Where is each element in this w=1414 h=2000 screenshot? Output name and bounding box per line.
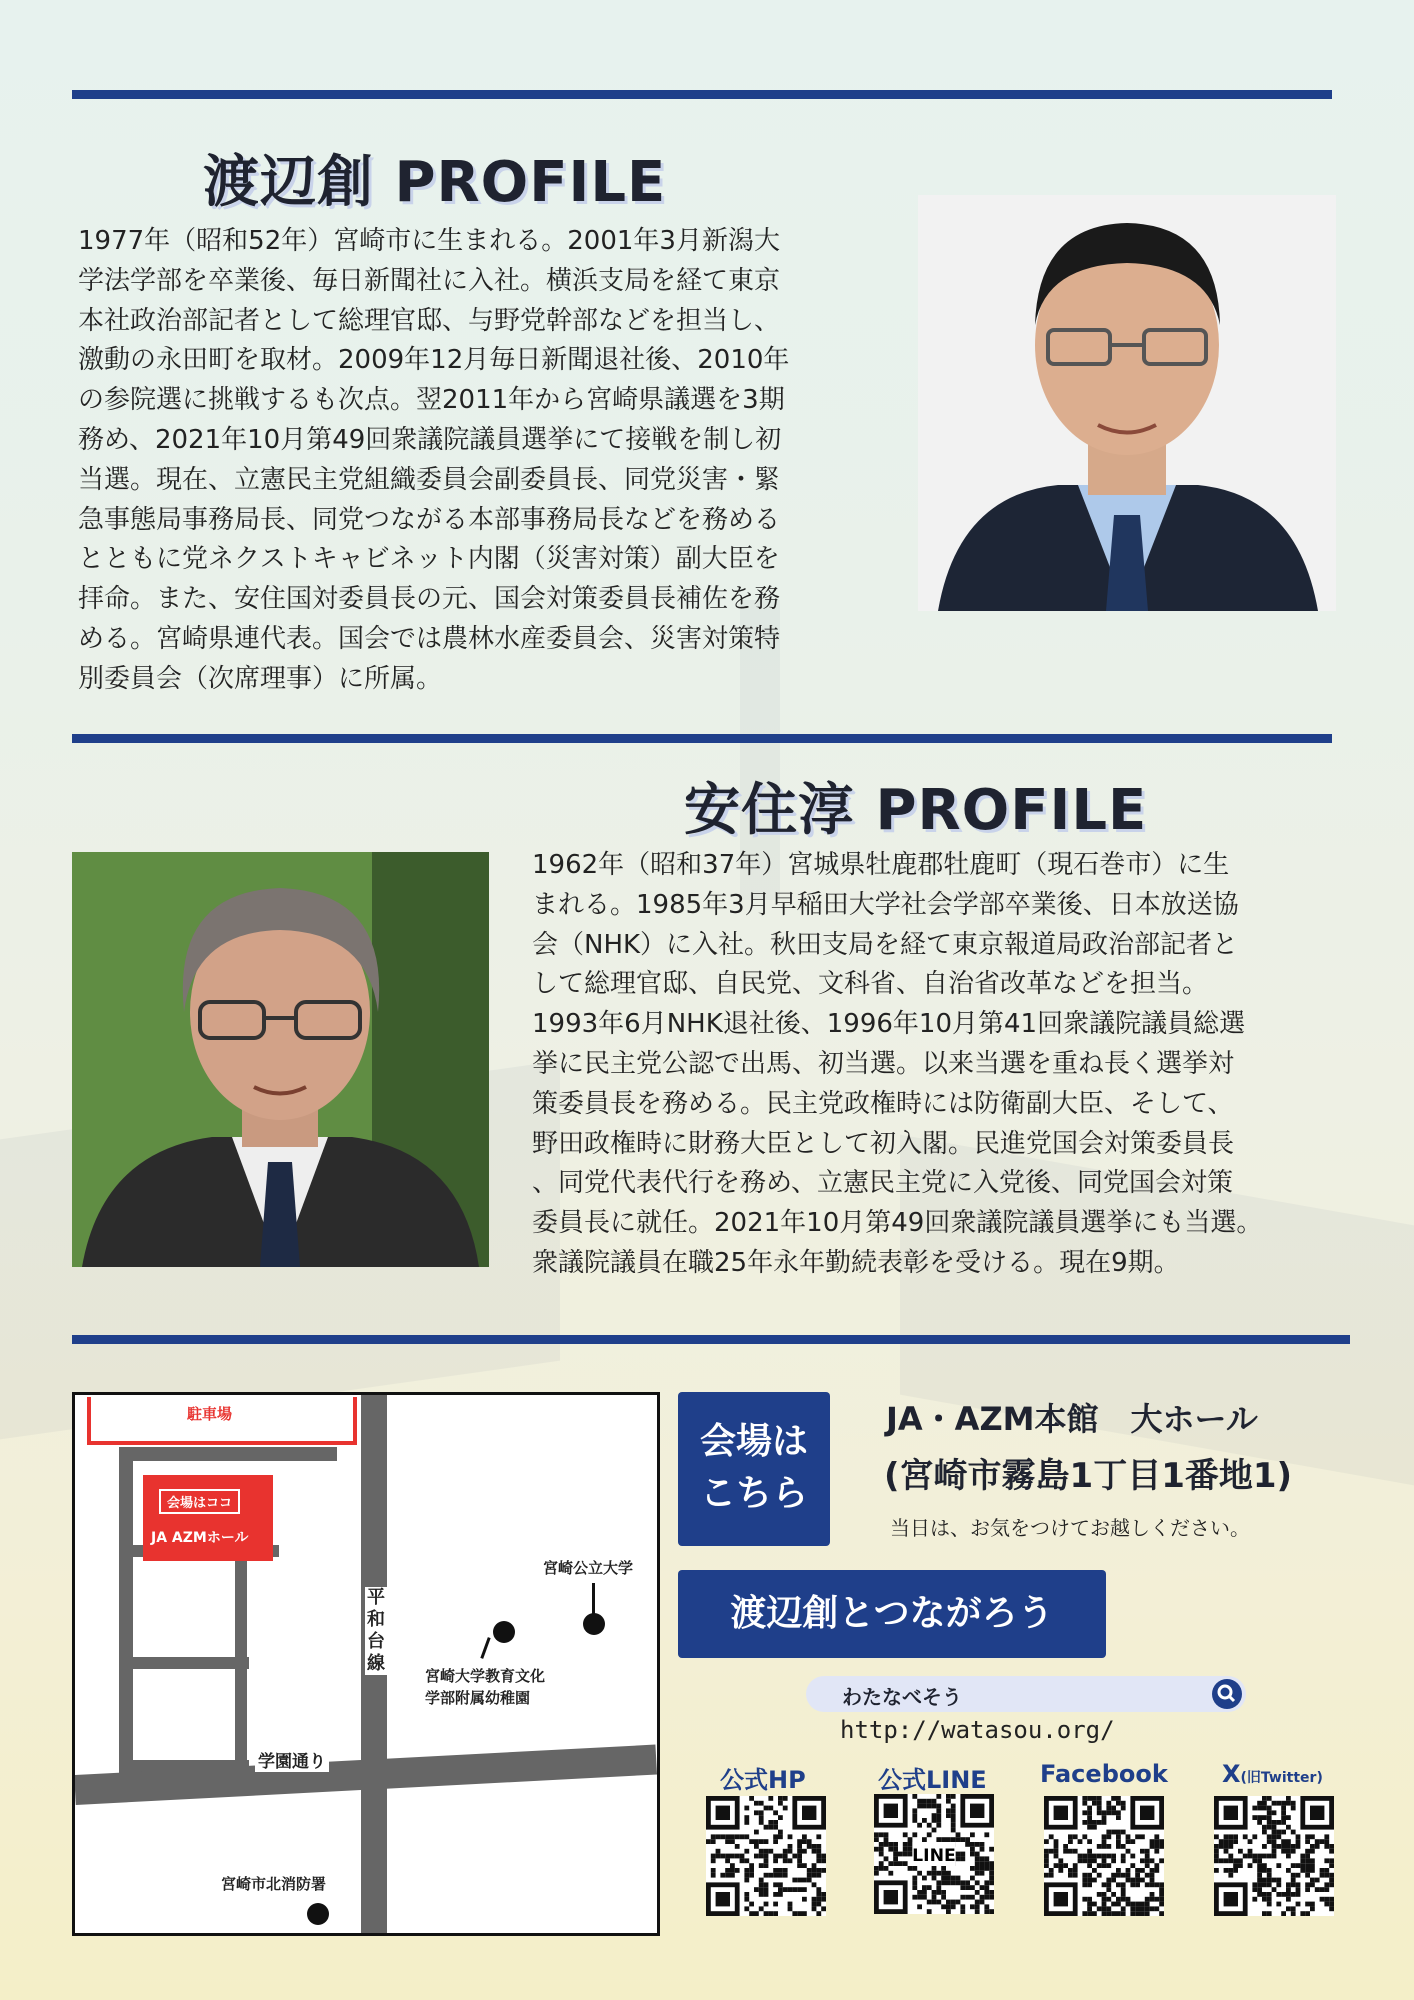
bio-line: 務め、2021年10月第49回衆議院議員選挙にて接戦を制し初 bbox=[78, 424, 782, 455]
qr-label-x bbox=[1222, 1760, 1323, 1788]
qr-label-facebook: Facebook bbox=[1040, 1760, 1168, 1788]
road bbox=[235, 1575, 247, 1771]
bio-line: して総理官邸、自民党、文科省、自治省改革などを担当。 bbox=[532, 969, 1209, 1000]
bio-line: 委員長に就任。2021年10月第49回衆議院議員選挙にも当選。 bbox=[532, 1208, 1263, 1239]
street-heiwadai-label bbox=[365, 1587, 387, 1675]
bio-line: とともに党ネクストキャビネット内閣（災害対策）副大臣を bbox=[78, 544, 780, 575]
bio-line: 別委員会（次席理事）に所属。 bbox=[78, 663, 443, 694]
fire-station-label: 宮崎市北消防署 bbox=[221, 1875, 327, 1893]
azumi-portrait bbox=[72, 852, 489, 1267]
bio-line: 策委員長を務める。民主党政権時には防衛副大臣、そして、 bbox=[532, 1088, 1234, 1119]
profile1-title: 渡辺創 PROFILE bbox=[203, 150, 667, 215]
search-icon[interactable] bbox=[1212, 1679, 1242, 1709]
parking-label: 駐車場 bbox=[187, 1405, 233, 1423]
search-bar[interactable] bbox=[806, 1676, 1246, 1712]
bottom-divider bbox=[72, 1335, 1350, 1344]
venue-map bbox=[72, 1392, 660, 1936]
bio-line: 野田政権時に財務大臣として初入閣。民進党国会対策委員長 bbox=[532, 1128, 1235, 1159]
university-label: 宮崎公立大学 bbox=[543, 1559, 634, 1577]
profile2-title: 安住淳 PROFILE bbox=[684, 778, 1148, 843]
venue-name-label: JA AZMホール bbox=[151, 1530, 249, 1546]
connect-banner: 渡辺創とつながろう bbox=[678, 1570, 1106, 1658]
venue-address: (宮崎市霧島1丁目1番地1) bbox=[884, 1456, 1293, 1496]
watanabe-portrait bbox=[918, 195, 1336, 611]
kindergarten-label-2: 学部附属幼稚園 bbox=[425, 1689, 531, 1707]
qr-center-label: LINE bbox=[912, 1846, 956, 1867]
bio-line: 拝命。また、安住国対委員長の元、国会対策委員長補佐を務 bbox=[78, 584, 781, 615]
qr-code-line[interactable] bbox=[874, 1794, 994, 1914]
university-pin bbox=[592, 1583, 595, 1615]
middle-divider bbox=[72, 734, 1332, 743]
search-text: わたなべそう bbox=[842, 1685, 962, 1709]
bio-line: 1962年（昭和37年）宮城県牡鹿郡牡鹿町（現石巻市）に生 bbox=[532, 850, 1230, 880]
qr-label-line: 公式LINE bbox=[878, 1766, 987, 1794]
street-char: 平 bbox=[367, 1587, 385, 1608]
top-divider bbox=[72, 90, 1332, 99]
venue-marker bbox=[143, 1475, 273, 1561]
street-gakuen-label: 学園通り bbox=[255, 1747, 329, 1772]
bio-line: 激動の永田町を取材。2009年12月毎日新聞退社後、2010年 bbox=[78, 345, 790, 376]
street-char: 線 bbox=[367, 1653, 385, 1674]
road bbox=[119, 1447, 337, 1461]
qr-code-facebook[interactable] bbox=[1044, 1796, 1164, 1916]
bio-line: まれる。1985年3月早稲田大学社会学部卒業後、日本放送協 bbox=[532, 889, 1239, 920]
road bbox=[119, 1657, 249, 1669]
profile1-bio bbox=[78, 222, 908, 700]
bio-line: 衆議院議員在職25年永年勤続表彰を受ける。現在9期。 bbox=[532, 1247, 1180, 1278]
bio-line: 1977年（昭和52年）宮崎市に生まれる。2001年3月新潟大 bbox=[78, 226, 780, 256]
kindergarten-label-1: 宮崎大学教育文化 bbox=[425, 1667, 546, 1685]
bio-line: 会（NHK）に入社。秋田支局を経て東京報道局政治部記者と bbox=[532, 929, 1239, 960]
street-char: 台 bbox=[367, 1631, 385, 1652]
qr-label-x-main: X bbox=[1222, 1760, 1241, 1788]
bio-line: 1993年6月NHK退社後、1996年10月第41回衆議院議員総選 bbox=[532, 1009, 1246, 1040]
venue-badge-line2: こちら bbox=[699, 1473, 808, 1514]
bio-line: 、同党代表代行を務め、立憲民主党に入党後、同党国会対策 bbox=[532, 1168, 1233, 1199]
qr-code-hp[interactable] bbox=[706, 1796, 826, 1916]
venue-badge-line1: 会場は bbox=[699, 1421, 808, 1462]
qr-label-hp: 公式HP bbox=[720, 1766, 806, 1794]
website-url[interactable]: http://watasou.org/ bbox=[840, 1716, 1115, 1744]
street-char: 和 bbox=[367, 1609, 385, 1630]
venue-note: 当日は、お気をつけてお越しください。 bbox=[890, 1516, 1250, 1540]
university-marker bbox=[583, 1613, 605, 1635]
bio-line: 当選。現在、立憲民主党組織委員会副委員長、同党災害・緊 bbox=[78, 464, 781, 495]
kindergarten-pin bbox=[480, 1637, 490, 1659]
road bbox=[119, 1447, 133, 1777]
qr-label-x-sub: (旧Twitter) bbox=[1240, 1770, 1323, 1786]
venue-name: JA・AZM本館 大ホール bbox=[886, 1400, 1258, 1438]
fire-station-marker bbox=[307, 1903, 329, 1925]
bio-line: 挙に民主党公認で出馬、初当選。以来当選を重ね長く選挙対 bbox=[532, 1048, 1235, 1079]
bio-line: の参院選に挑戦するも次点。翌2011年から宮崎県議選を3期 bbox=[78, 385, 785, 416]
venue-badge bbox=[678, 1392, 830, 1546]
bio-line: める。宮崎県連代表。国会では農林水産委員会、災害対策特 bbox=[78, 623, 781, 654]
profile2-bio bbox=[532, 846, 1352, 1284]
venue-here-label: 会場はココ bbox=[159, 1489, 240, 1514]
bio-line: 本社政治部記者として総理官邸、与野党幹部などを担当し、 bbox=[78, 305, 781, 336]
bio-line: 学法学部を卒業後、毎日新聞社に入社。横浜支局を経て東京 bbox=[78, 265, 781, 296]
qr-code-x[interactable] bbox=[1214, 1796, 1334, 1916]
bio-line: 急事態局事務局長、同党つながる本部事務局長などを務める bbox=[78, 504, 781, 535]
kindergarten-marker bbox=[493, 1621, 515, 1643]
